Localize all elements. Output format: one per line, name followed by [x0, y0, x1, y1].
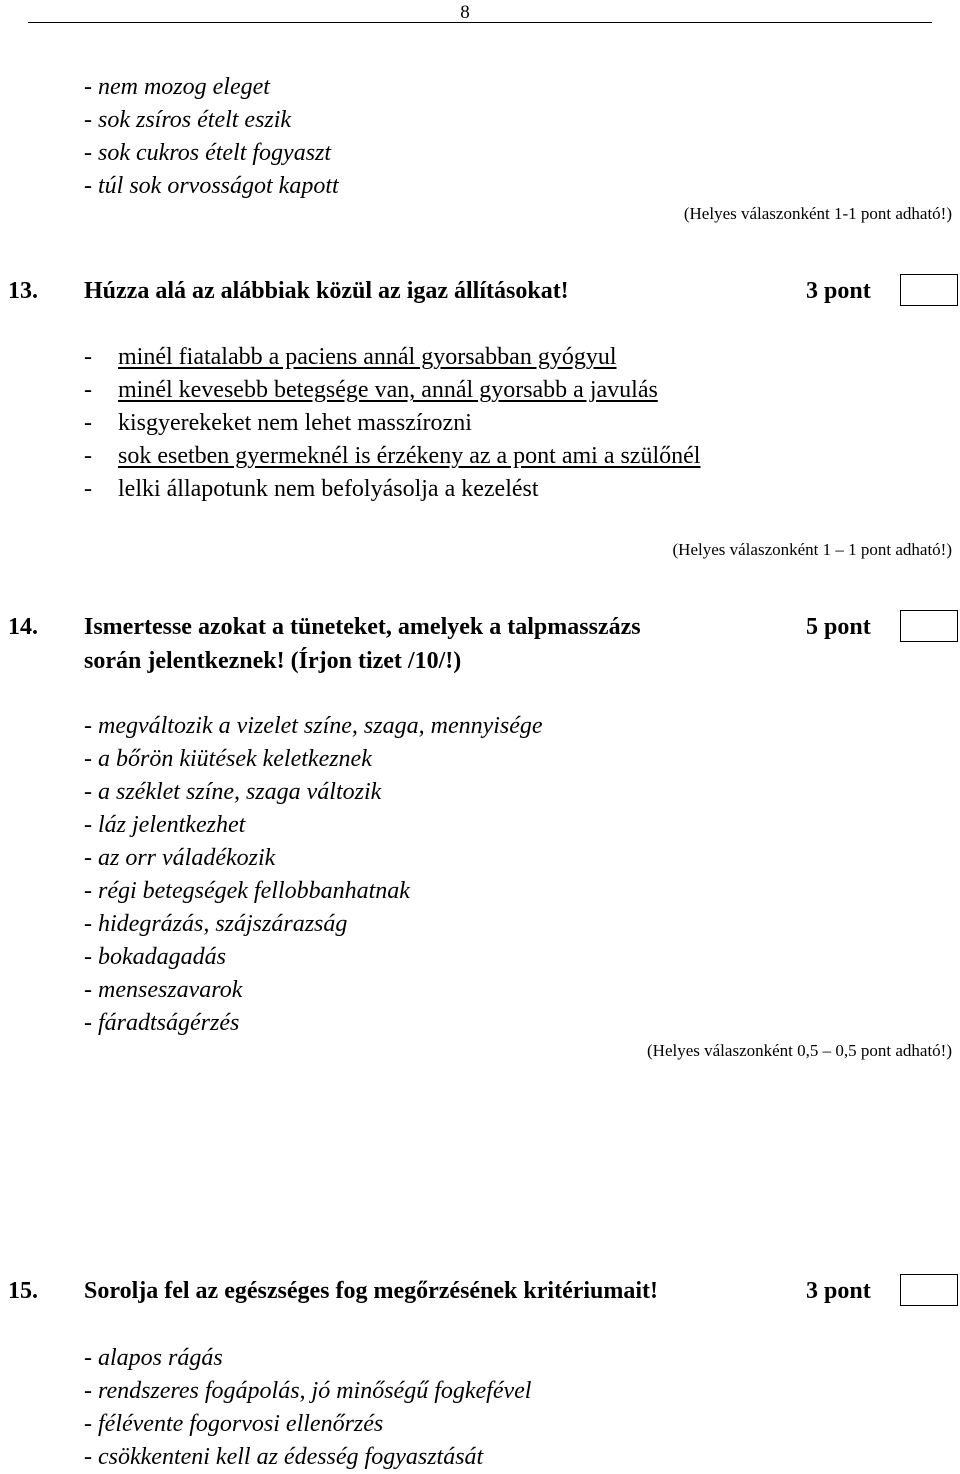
list-item: - az orr váladékozik: [84, 845, 276, 871]
list-item: - hidegrázás, szájszárazság: [84, 911, 348, 937]
list-item: - sok zsíros ételt eszik: [84, 107, 292, 133]
score-box-13[interactable]: [900, 274, 958, 306]
list-item: - menseszavarok: [84, 977, 243, 1003]
answer-list-12: [84, 71, 339, 203]
header-rule: [28, 22, 932, 23]
list-item: - megváltozik a vizelet színe, szaga, mennyisége: [84, 713, 543, 739]
list-item: - láz jelentkezhet: [84, 812, 246, 838]
list-item: - a széklet színe, szaga változik: [84, 779, 382, 805]
list-item: - sok cukros ételt fogyaszt: [84, 140, 332, 166]
question-13-points: 3 pont: [806, 278, 871, 304]
scoring-note-13: (Helyes válaszonként 1 – 1 pont adható!): [672, 540, 952, 559]
list-item: - félévente fogorvosi ellenőrzés: [84, 1411, 384, 1437]
question-14-text-line1: Ismertesse azokat a tüneteket, amelyek a talpmasszázs: [84, 614, 641, 640]
answer-list-15: [84, 1342, 531, 1474]
page-number: 8: [460, 2, 470, 23]
list-item: - alapos rágás: [84, 1345, 223, 1371]
question-15-points: 3 pont: [806, 1278, 871, 1304]
score-box-14[interactable]: [900, 610, 958, 642]
list-item: - a bőrön kiütések keletkeznek: [84, 746, 372, 772]
question-13-text: Húzza alá az alábbiak közül az igaz állításokat!: [84, 278, 569, 304]
list-item: - nem mozog eleget: [84, 74, 270, 100]
option-text: kisgyerekeket nem lehet masszírozni: [118, 410, 472, 436]
question-15-number: 15.: [8, 1278, 38, 1304]
list-item: - túl sok orvosságot kapott: [84, 173, 339, 199]
option-text: minél kevesebb betegsége van, annál gyorsabb a javulás: [118, 377, 658, 403]
question-14-text-line2: során jelentkeznek! (Írjon tizet /10/!): [84, 648, 462, 674]
list-item: - minél kevesebb betegsége van, annál gyorsabb a javulás: [84, 377, 658, 403]
answer-list-14: [84, 710, 543, 1040]
list-item: - bokadagadás: [84, 944, 226, 970]
list-item: - fáradtságérzés: [84, 1010, 240, 1036]
scoring-note-14: (Helyes válaszonként 0,5 – 0,5 pont adható!): [647, 1041, 952, 1060]
list-item: - régi betegségek fellobbanhatnak: [84, 878, 410, 904]
option-text: lelki állapotunk nem befolyásolja a kezelést: [118, 476, 539, 502]
score-box-15[interactable]: [900, 1274, 958, 1306]
list-item: - csökkenteni kell az édesség fogyasztását: [84, 1444, 484, 1470]
question-14-number: 14.: [8, 614, 38, 640]
option-text: minél fiatalabb a paciens annál gyorsabban gyógyul: [118, 344, 617, 370]
option-list-13: [84, 341, 700, 506]
question-13-number: 13.: [8, 278, 38, 304]
scoring-note-12: (Helyes válaszonként 1-1 pont adható!): [683, 204, 952, 223]
question-14-points: 5 pont: [806, 614, 871, 640]
list-item: - sok esetben gyermeknél is érzékeny az a pont ami a szülőnél: [84, 443, 701, 469]
list-item: - lelki állapotunk nem befolyásolja a kezelést: [84, 476, 539, 502]
list-item: - minél fiatalabb a paciens annál gyorsabban gyógyul: [84, 344, 617, 370]
option-text: sok esetben gyermeknél is érzékeny az a pont ami a szülőnél: [118, 443, 701, 469]
question-15-text: Sorolja fel az egészséges fog megőrzésének kritériumait!: [84, 1278, 659, 1304]
list-item: - rendszeres fogápolás, jó minőségű fogkefével: [84, 1378, 532, 1404]
list-item: - kisgyerekeket nem lehet masszírozni: [84, 410, 472, 436]
